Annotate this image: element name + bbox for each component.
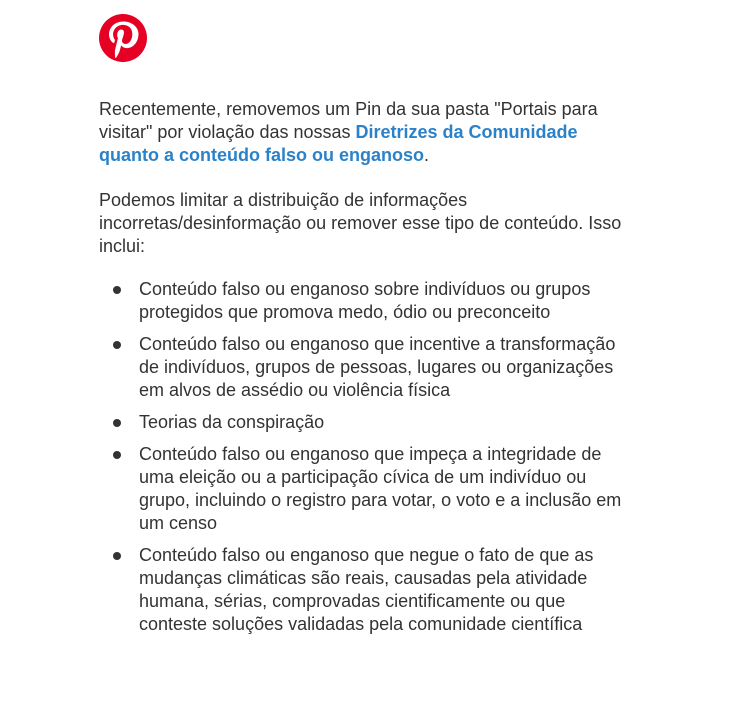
- bullet-icon: [113, 419, 121, 427]
- list-item-text: Teorias da conspiração: [139, 412, 325, 432]
- policy-intro: Podemos limitar a distribuição de informações incorretas/desinformação ou remover esse tipo de conteúdo. Isso inclui:: [99, 190, 622, 256]
- bullet-icon: [113, 451, 121, 459]
- community-guidelines-link[interactable]: Diretrizes da Comunidade quanto a conteúdo falso ou enganoso: [99, 122, 578, 165]
- list-item-text: Conteúdo falso ou enganoso que negue o fato de que as mudanças climáticas são reais, causadas pela atividade humana, sérias, comprovadas cientificamente ou que conteste soluções validadas pela comunidade científica: [139, 545, 594, 634]
- list-item: [99, 411, 629, 434]
- list-item-text: Conteúdo falso ou enganoso que impeça a integridade de uma eleição ou a participação cívica de um indivíduo ou grupo, incluindo o registro para votar, o voto e a inclusão em um censo: [139, 444, 622, 533]
- policy-list: [99, 278, 629, 636]
- removal-notice: [99, 98, 629, 167]
- list-item-text: Conteúdo falso ou enganoso sobre indivíduos ou grupos protegidos que promova medo, ódio ou preconceito: [139, 279, 591, 322]
- message-content: [99, 98, 629, 645]
- list-item-text: Conteúdo falso ou enganoso que incentive a transformação de indivíduos, grupos de pessoas, lugares ou organizações em alvos de assédio ou violência física: [139, 334, 616, 400]
- pinterest-logo-graphic: [99, 14, 147, 62]
- list-item: [99, 443, 629, 535]
- bullet-icon: [113, 341, 121, 349]
- bullet-icon: [113, 286, 121, 294]
- bullet-icon: [113, 552, 121, 560]
- pinterest-logo-icon[interactable]: [99, 14, 147, 62]
- removal-notice-text: Recentemente, removemos um Pin da sua pasta "Portais para visitar" por violação das nossas: [99, 99, 598, 142]
- list-item: [99, 544, 629, 636]
- list-item: [99, 333, 629, 402]
- list-item: [99, 278, 629, 324]
- removal-notice-end: .: [424, 145, 430, 165]
